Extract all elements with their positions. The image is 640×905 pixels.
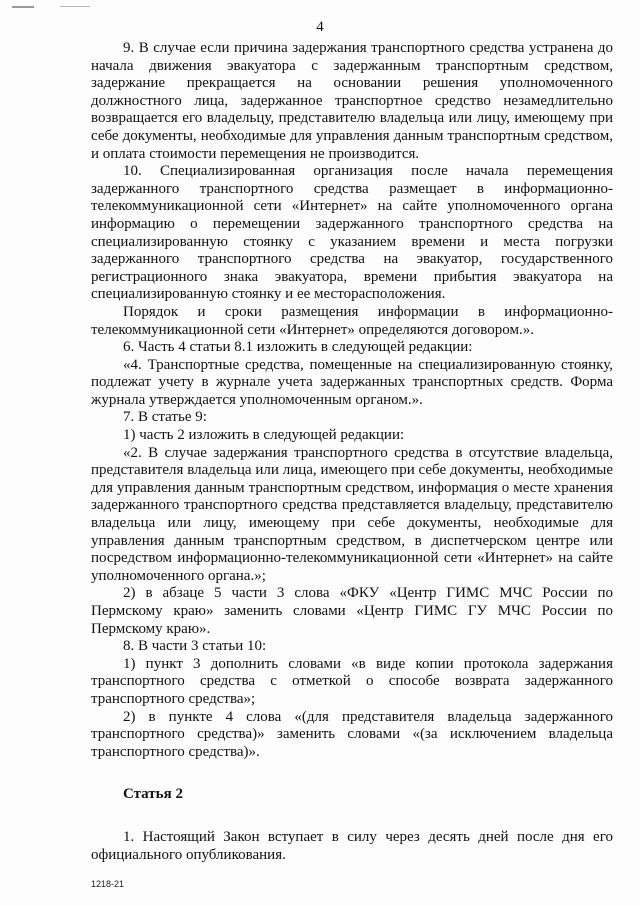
paragraph-quote-part-4: «4. Транспортные средства, помещенные на специализированную стоянку, подлежат учету в журнале учета задержанных транспортных средств. Форма журнала утверждается уполномоченным органом.». — [91, 356, 613, 408]
document-body — [91, 40, 613, 864]
paragraph-point-4: 2) в пункте 4 слова «(для представителя владельца задержанного транспортного средства)» заменить словами «(за исключением владельца транспортного средства)». — [91, 708, 613, 760]
article-text: 1. Настоящий Закон вступает в силу через десять дней после дня его официального опубликования. — [91, 828, 613, 863]
paragraph-quote-part-2: «2. В случае задержания транспортного средства в отсутствие владельца, представителя владельца или лица, имеющего при себе документы, необходимые для управления данным транспортным средством, информация о месте хранения задержанного транспортного средства представляется владельцу, представителю владельца или лицу, имеющему при себе документы, необходимые для управления данным транспортным средством, в диспетчерском центре или посредством информационно-телекоммуникационной сети «Интернет» на сайте уполномоченного органа.»; — [91, 444, 613, 584]
paragraph-point-3: 1) пункт 3 дополнить словами «в виде копии протокола задержания транспортного средства с отметкой о способе возврата задержанного транспортного средства»; — [91, 655, 613, 707]
paragraph-sub-1: 1) часть 2 изложить в следующей редакции: — [123, 427, 405, 444]
paragraph-amendment-8: 8. В части 3 статьи 10: — [123, 638, 267, 655]
document-code: 1218-21 — [91, 879, 125, 889]
page-number: 4 — [316, 19, 324, 35]
paragraph-sub-2: 2) в абзаце 5 части 3 слова «ФКУ «Центр ГИМС МЧС России по Пермскому краю» заменить словами «Центр ГИМС ГУ МЧС России по Пермскому краю». — [91, 585, 613, 637]
paragraph-item-10: 10. Специализированная организация после начала перемещения задержанного транспортного средства размещает в информационно-телекоммуникационной сети «Интернет» на сайте уполномоченного органа информацию о перемещении задержанного транспортного средства на специализированную стоянку с указанием времени и места погрузки задержанного транспортного средства на эвакуатор, государственного регистрационного знака эвакуатора, времени прибытия эвакуатора на специализированную стоянку и ее месторасположения. — [91, 163, 613, 303]
paragraph-amendment-6: 6. Часть 4 статьи 8.1 изложить в следующей редакции: — [123, 339, 473, 356]
paragraph-procedure: Порядок и сроки размещения информации в информационно-телекоммуникационной сети «Интернет» определяются договором.». — [91, 303, 613, 338]
scan-artifact — [12, 6, 34, 8]
article-heading: Статья 2 — [123, 786, 183, 803]
scan-artifact — [60, 6, 90, 7]
paragraph-amendment-7: 7. В статье 9: — [123, 409, 207, 426]
paragraph-item-9: 9. В случае если причина задержания транспортного средства устранена до начала движения эвакуатора с задержанным транспортным средством, задержание прекращается на основании решения уполномоченного должностного лица, задержанное транспортное средство незамедлительно возвращается его владельцу, представителю владельца или лицу, имеющему при себе документы, необходимые для управления данным транспортным средством, и оплата стоимости перемещения не производится. — [91, 40, 613, 162]
